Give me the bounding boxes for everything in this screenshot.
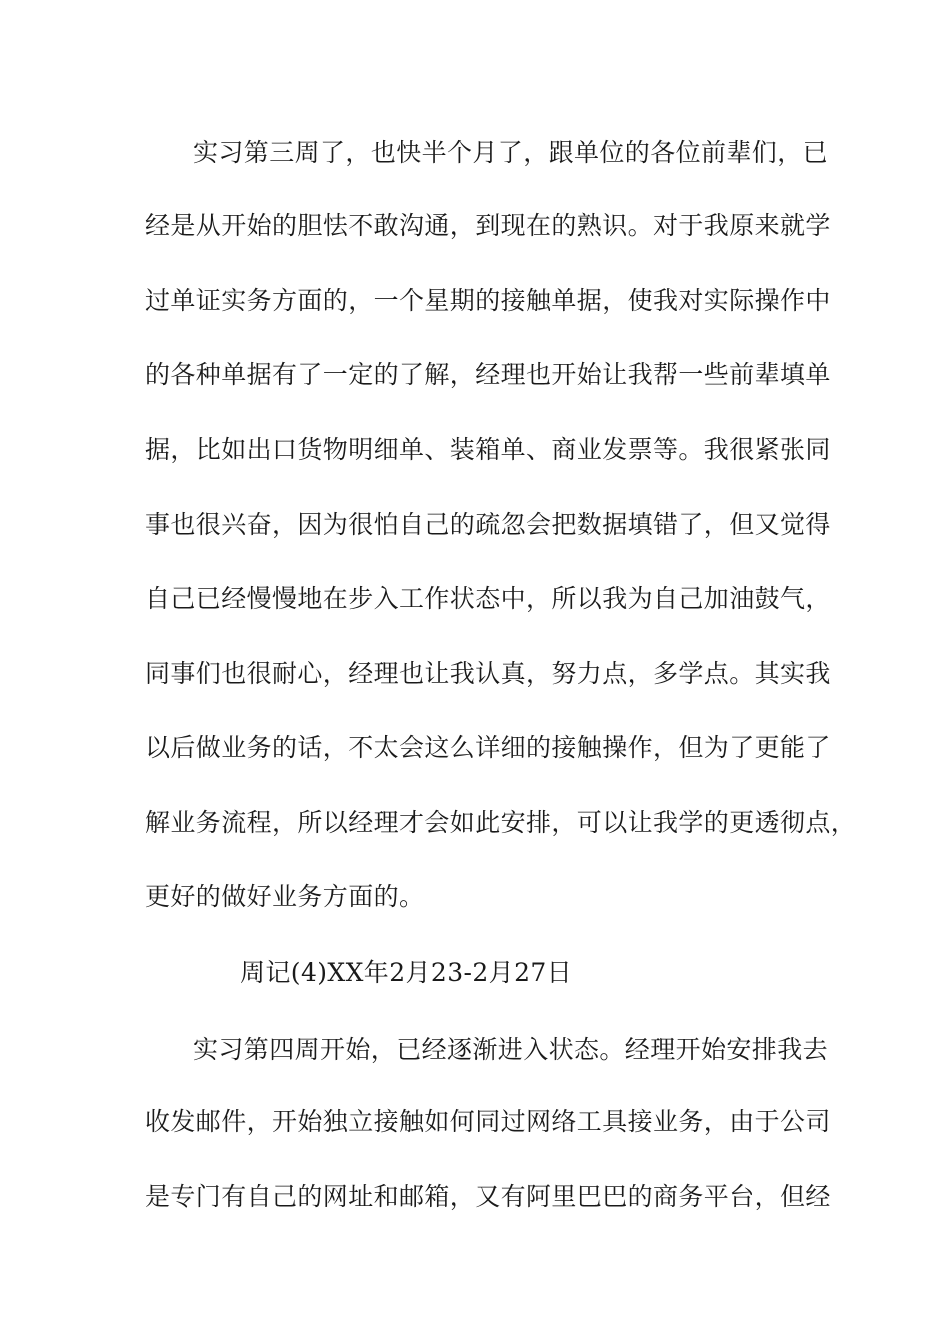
paragraph-1-line: 据，比如出口货物明细单、装箱单、商业发票等。我很紧张同 (145, 435, 831, 464)
paragraph-1-line: 过单证实务方面的，一个星期的接触单据，使我对实际操作中 (145, 286, 831, 315)
paragraph-1-line: 实习第三周了，也快半个月了，跟单位的各位前辈们，已 (193, 138, 829, 167)
paragraph-2-line: 收发邮件，开始独立接触如何同过网络工具接业务，由于公司 (145, 1107, 831, 1136)
paragraph-1-line: 经是从开始的胆怯不敢沟通，到现在的熟识。对于我原来就学 (145, 211, 831, 240)
paragraph-2-line: 是专门有自己的网址和邮箱，又有阿里巴巴的商务平台，但经 (145, 1182, 831, 1211)
paragraph-2-line: 实习第四周开始，已经逐渐进入状态。经理开始安排我去 (193, 1035, 829, 1064)
paragraph-1-line: 自己已经慢慢地在步入工作状态中，所以我为自己加油鼓气， (145, 584, 831, 613)
paragraph-1-line: 解业务流程，所以经理才会如此安排，可以让我学的更透彻点， (145, 808, 857, 837)
weekly-journal-heading: 周记(4)XX年2月23-2月27日 (240, 958, 573, 987)
paragraph-1-line: 同事们也很耐心，经理也让我认真，努力点，多学点。其实我 (145, 659, 831, 688)
paragraph-1-line: 的各种单据有了一定的了解，经理也开始让我帮一些前辈填单 (145, 360, 831, 389)
paragraph-1-line: 更好的做好业务方面的。 (145, 882, 425, 911)
paragraph-1-line: 以后做业务的话，不太会这么详细的接触操作，但为了更能了 (145, 733, 831, 762)
paragraph-1-line: 事也很兴奋，因为很怕自己的疏忽会把数据填错了，但又觉得 (145, 510, 831, 539)
